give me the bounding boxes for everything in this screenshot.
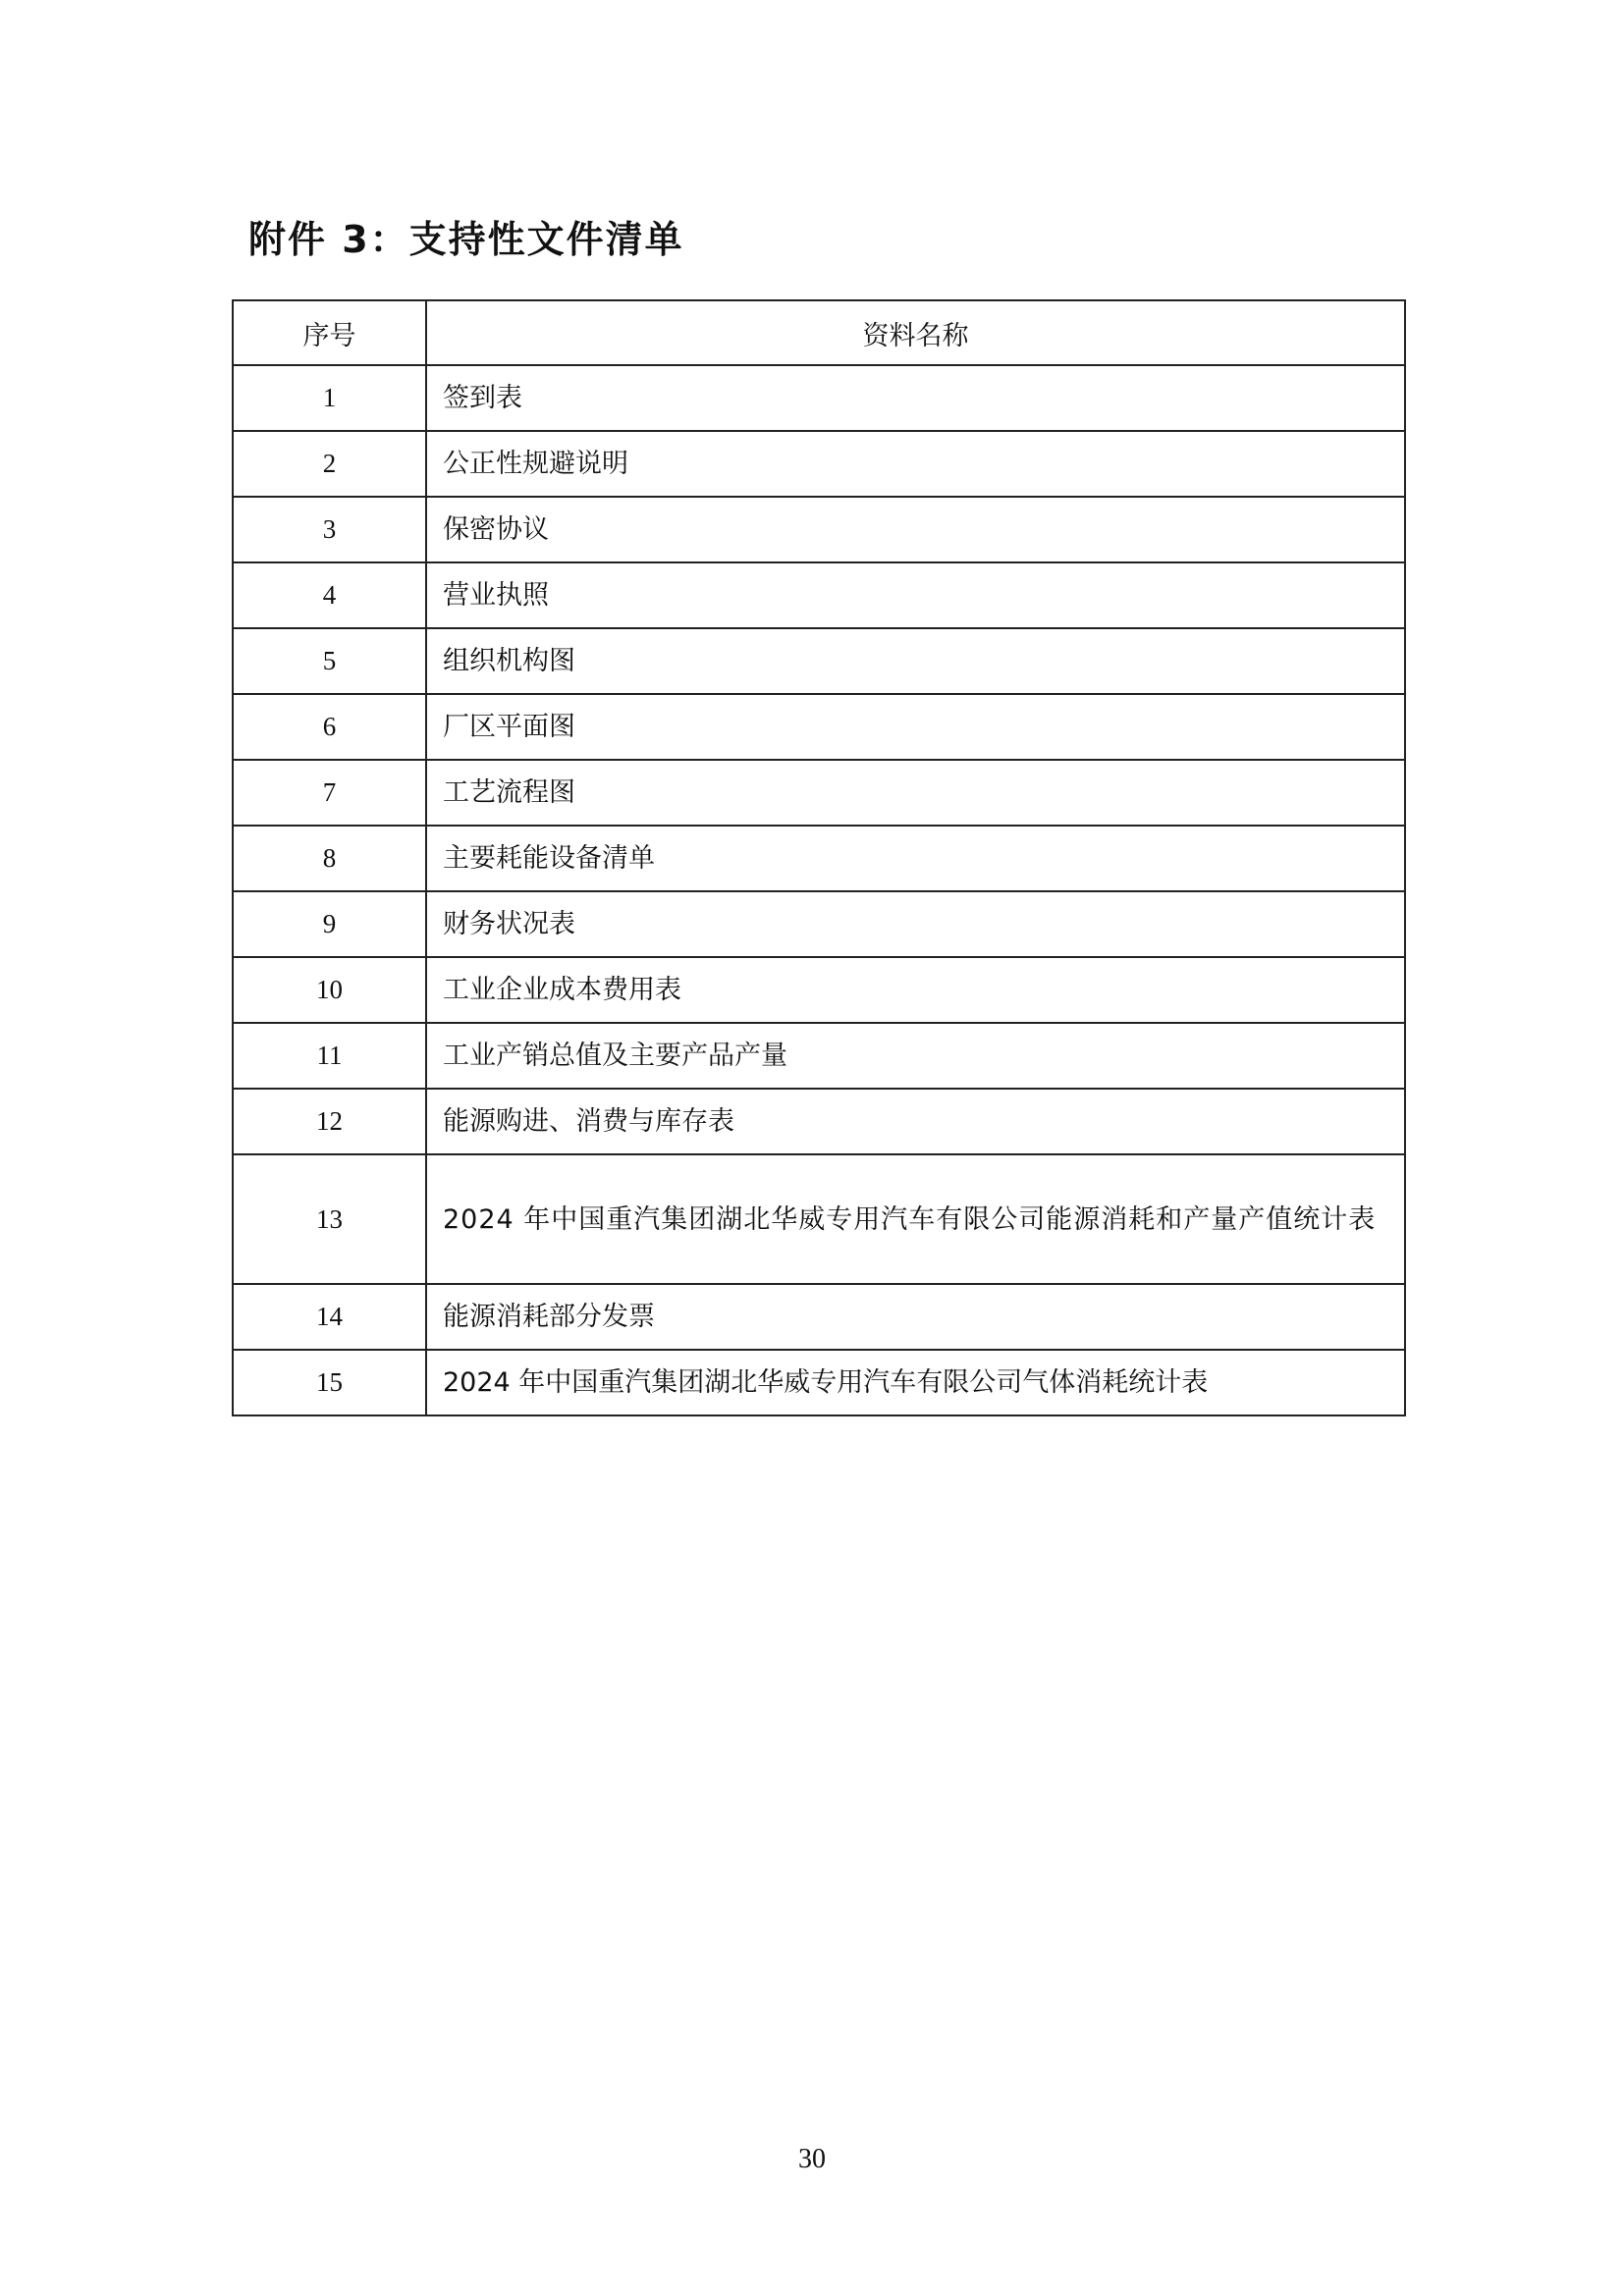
page-title: 附件 3：支持性文件清单 xyxy=(248,218,684,261)
row-number: 11 xyxy=(233,1023,426,1089)
row-number: 6 xyxy=(233,694,426,760)
header-serial-number: 序号 xyxy=(233,300,426,365)
row-document-name: 营业执照 xyxy=(426,562,1405,628)
page-number: 30 xyxy=(798,2144,826,2174)
row-document-name: 工业企业成本费用表 xyxy=(426,957,1405,1023)
row-document-name: 2024 年中国重汽集团湖北华威专用汽车有限公司气体消耗统计表 xyxy=(426,1350,1405,1415)
row-number: 4 xyxy=(233,562,426,628)
row-document-name: 主要耗能设备清单 xyxy=(426,826,1405,891)
row-document-name: 能源购进、消费与库存表 xyxy=(426,1089,1405,1154)
table-row xyxy=(233,431,1405,497)
row-document-name: 组织机构图 xyxy=(426,628,1405,694)
table-row xyxy=(233,1154,1405,1284)
row-number: 5 xyxy=(233,628,426,694)
table-row xyxy=(233,760,1405,826)
row-document-name: 能源消耗部分发票 xyxy=(426,1284,1405,1350)
table-row xyxy=(233,497,1405,562)
row-document-name: 公正性规避说明 xyxy=(426,431,1405,497)
row-number: 9 xyxy=(233,891,426,957)
row-document-name: 财务状况表 xyxy=(426,891,1405,957)
row-number: 14 xyxy=(233,1284,426,1350)
table-row xyxy=(233,891,1405,957)
row-number: 15 xyxy=(233,1350,426,1415)
row-number: 2 xyxy=(233,431,426,497)
table-row xyxy=(233,1089,1405,1154)
row-number: 7 xyxy=(233,760,426,826)
row-number: 3 xyxy=(233,497,426,562)
row-number: 1 xyxy=(233,365,426,431)
row-number: 10 xyxy=(233,957,426,1023)
row-number: 8 xyxy=(233,826,426,891)
row-document-name: 工业产销总值及主要产品产量 xyxy=(426,1023,1405,1089)
table-row xyxy=(233,365,1405,431)
row-number: 12 xyxy=(233,1089,426,1154)
table-row xyxy=(233,628,1405,694)
table-row xyxy=(233,1023,1405,1089)
table-row xyxy=(233,826,1405,891)
header-document-name: 资料名称 xyxy=(426,300,1405,365)
table-row xyxy=(233,694,1405,760)
table-row xyxy=(233,1350,1405,1415)
table-header-row xyxy=(233,300,1405,365)
row-number: 13 xyxy=(233,1154,426,1284)
row-document-name: 签到表 xyxy=(426,365,1405,431)
row-document-name: 2024 年中国重汽集团湖北华威专用汽车有限公司能源消耗和产量产值统计表 xyxy=(426,1154,1405,1284)
row-document-name: 厂区平面图 xyxy=(426,694,1405,760)
row-document-name: 保密协议 xyxy=(426,497,1405,562)
table-row xyxy=(233,957,1405,1023)
table-row xyxy=(233,1284,1405,1350)
row-document-name: 工艺流程图 xyxy=(426,760,1405,826)
document-table xyxy=(232,299,1406,1416)
table-row xyxy=(233,562,1405,628)
